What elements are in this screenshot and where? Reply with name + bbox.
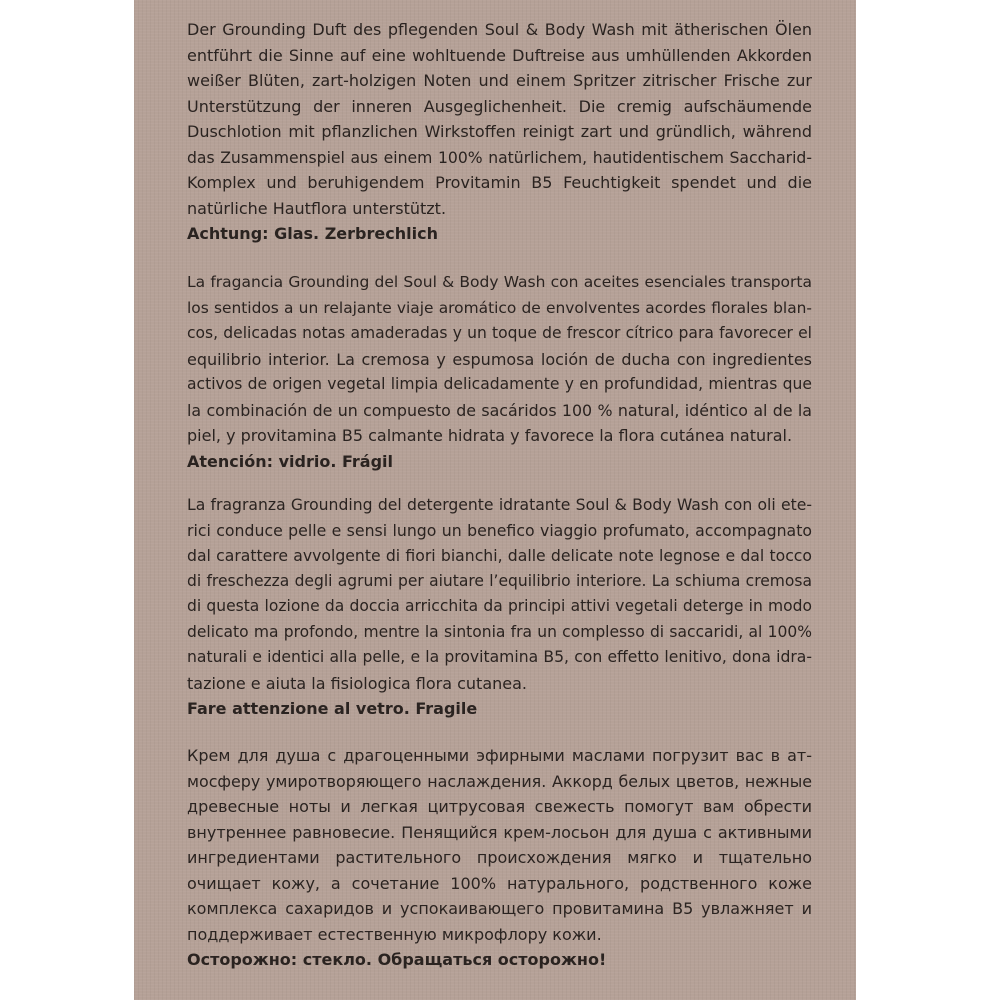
text-line: La fragranza Grounding del detergente idratante Soul & Body Wash con oli ete-: [187, 495, 812, 514]
italian-paragraph: [187, 492, 812, 722]
text-line: Unterstützung der inneren Ausgeglichenheit. Die cremig aufschäumende: [187, 96, 812, 116]
text-line: natürliche Hautflora unterstützt.: [187, 198, 447, 218]
spanish-description: [187, 270, 812, 474]
text-line: delicato ma profondo, mentre la sintonia fra un complesso di saccaridi, al 100%: [187, 622, 812, 641]
text-line: dal carattere avvolgente di fiori bianchi, dalle delicate note legnose e dal tocco: [187, 546, 812, 565]
text-line: мосферу умиротворяющего наслаждения. Аккорд белых цветов, нежные: [187, 771, 812, 791]
text-line: ингредиентами растительного происхождения мягко и тщательно: [187, 848, 812, 867]
text-line: di questa lozione da doccia arricchita da principi attivi vegetali deterge in modo: [187, 597, 812, 615]
text-line: La fragancia Grounding del Soul & Body Wash con aceites esenciales transporta: [187, 273, 812, 291]
italian-description: [187, 492, 812, 722]
text-line: Duschlotion mit pflanzlichen Wirkstoffen reinigt zart und gründlich, während: [187, 122, 812, 141]
text-line: поддерживает естественную микрофлору кожи.: [187, 924, 602, 944]
text-line: rici conduce pelle e sensi lungo un benefico viaggio profumato, accompagnato: [187, 520, 812, 540]
text-line: naturali e identici alla pelle, e la provitamina B5, con effetto lenitivo, dona idra-: [187, 648, 812, 666]
text-line: Крем для душа с драгоценными эфирными маслами погрузит вас в ат-: [187, 746, 812, 765]
text-line: weißer Blüten, zart-holzigen Noten und einem Spritzer zitrischer Frische zur: [187, 71, 812, 90]
spanish-warning: Atención: vidrio. Frágil: [187, 451, 393, 471]
german-warning: Achtung: Glas. Zerbrechlich: [187, 224, 438, 243]
text-line: piel, y provitamina B5 calmante hidrata y favorece la flora cutánea natural.: [187, 426, 793, 445]
text-line: внутреннее равновесие. Пенящийся крем-лосьон для душа с активными: [187, 822, 812, 842]
text-line: древесные ноты и легкая цитрусовая свежесть помогут вам обрести: [187, 797, 812, 816]
russian-description: [187, 743, 812, 973]
russian-paragraph: [187, 743, 812, 973]
italian-warning: Fare attenzione al vetro. Fragile: [187, 699, 478, 718]
text-line: entführt die Sinne auf eine wohltuende Duftreise aus umhüllenden Akkorden: [187, 45, 812, 65]
text-line: очищает кожу, а сочетание 100% натурального, родственного коже: [187, 873, 812, 893]
german-description: [187, 17, 812, 247]
text-line: Der Grounding Duft des pflegenden Soul & Body Wash mit ätherischen Ölen: [187, 20, 812, 39]
german-paragraph: [187, 17, 812, 247]
product-label-card: [134, 0, 856, 1000]
text-line: cos, delicadas notas amaderadas y un toque de frescor cítrico para favorecer el: [187, 324, 812, 342]
russian-warning: Осторожно: стекло. Обращаться осторожно!: [187, 950, 607, 969]
text-line: di freschezza degli agrumi per aiutare l’equilibrio interiore. La schiuma cremosa: [187, 571, 812, 590]
text-line: tazione e aiuta la fisiologica flora cutanea.: [187, 673, 527, 693]
text-line: das Zusammenspiel aus einem 100% natürlichem, hautidentischem Saccharid-: [187, 147, 812, 167]
spanish-paragraph: [187, 270, 812, 474]
text-line: la combinación de un compuesto de sacáridos 100 % natural, idéntico al de la: [187, 400, 812, 420]
text-line: activos de origen vegetal limpia delicadamente y en profundidad, mientras que: [187, 375, 812, 393]
text-line: equilibrio interior. La cremosa y espumosa loción de ducha con ingredientes: [187, 349, 812, 369]
text-line: los sentidos a un relajante viaje aromático de envolventes acordes florales blan-: [187, 298, 812, 317]
text-line: Komplex und beruhigendem Provitamin B5 Feuchtigkeit spendet und die: [187, 173, 812, 192]
text-line: комплекса сахаридов и успокаивающего провитамина B5 увлажняет и: [187, 899, 812, 918]
